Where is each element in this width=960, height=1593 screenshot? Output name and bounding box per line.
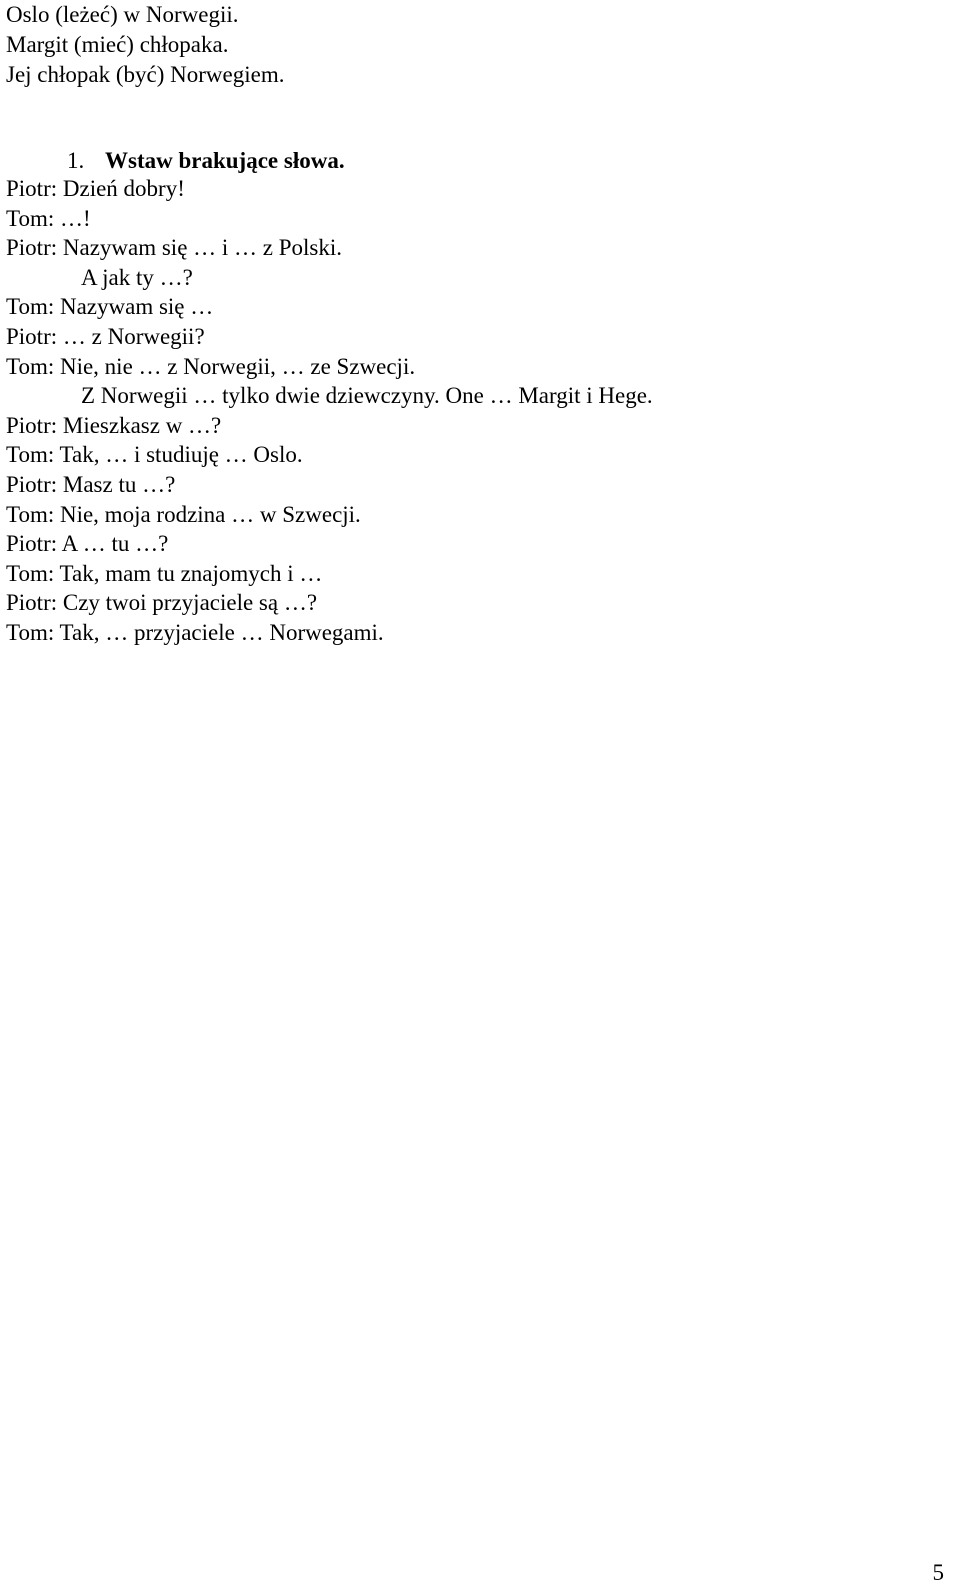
exercise-title: Wstaw brakujące słowa.	[105, 148, 345, 173]
exercise-number: 1.	[67, 148, 85, 173]
dialogue-line: Piotr: Czy twoi przyjaciele są …?	[6, 590, 318, 616]
dialogue-line: Tom: Tak, … i studiuję … Oslo.	[6, 442, 303, 468]
dialogue-line: Tom: Nie, moja rodzina … w Szwecji.	[6, 501, 361, 527]
dialogue-line: Piotr: … z Norwegii?	[6, 323, 205, 349]
intro-line: Oslo (leżeć) w Norwegii.	[6, 2, 239, 27]
dialogue-line: Piotr: A … tu …?	[6, 531, 169, 557]
dialogue-line: Piotr: Dzień dobry!	[6, 176, 185, 201]
dialogue-line: Tom: Nie, nie … z Norwegii, … ze Szwecji.	[6, 353, 416, 379]
dialogue-line: Z Norwegii … tylko dwie dziewczyny. One … Margit i Hege.	[81, 383, 653, 409]
dialogue-line: A jak ty …?	[81, 264, 193, 290]
dialogue-line: Piotr: Masz tu …?	[6, 471, 176, 497]
dialogue-line: Tom: …!	[6, 205, 91, 231]
dialogue-line: Tom: Tak, … przyjaciele … Norwegami.	[6, 619, 384, 645]
dialogue-line: Piotr: Mieszkasz w …?	[6, 412, 222, 438]
intro-line: Margit (mieć) chłopaka.	[6, 32, 229, 57]
page-number: 5	[932, 1560, 944, 1585]
dialogue-line: Tom: Nazywam się …	[6, 294, 214, 320]
dialogue-line: Piotr: Nazywam się … i … z Polski.	[6, 235, 343, 261]
dialogue-list	[6, 174, 653, 648]
dialogue-line: Tom: Tak, mam tu znajomych i …	[6, 560, 323, 586]
intro-line: Jej chłopak (być) Norwegiem.	[6, 62, 285, 87]
